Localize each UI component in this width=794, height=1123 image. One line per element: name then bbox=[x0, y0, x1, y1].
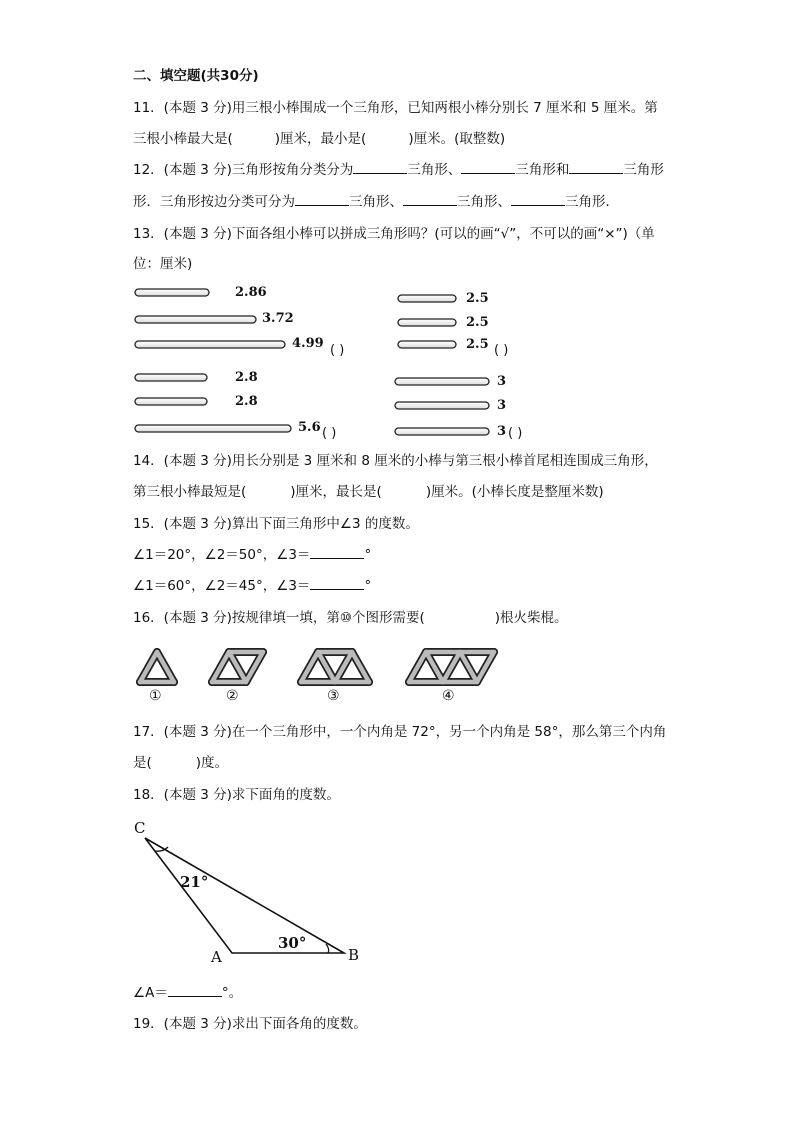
q11-line1: 11．(本题 3 分)用三根小棒围成一个三角形，已知两根小棒分别长 7 厘米和 5 厘米。第 bbox=[133, 100, 658, 116]
q14-text-c: )厘米。(小棒长度是整厘米数) bbox=[425, 484, 604, 500]
vertex-a-label: A bbox=[211, 948, 222, 966]
stick-label: 5.6 bbox=[298, 420, 321, 435]
angle-c-value: 21° bbox=[180, 873, 209, 891]
stick-label: 2.5 bbox=[466, 337, 489, 352]
q15-deg: ° bbox=[364, 578, 372, 594]
angle-b-arc bbox=[326, 944, 329, 953]
stick-label: 4.99 bbox=[292, 336, 324, 351]
q11-text-a: 三根小棒最大是( bbox=[133, 131, 233, 147]
q12-text-a: 12．(本题 3 分)三角形按角分类分为 bbox=[133, 162, 354, 178]
q12-text-g: 三角形、 bbox=[457, 194, 511, 210]
q13-answer-2[interactable]: ( ) bbox=[494, 343, 509, 358]
q14-text-a: 第三根小棒最短是( bbox=[133, 484, 247, 500]
q19-line1: 19．(本题 3 分)求出下面各角的度数。 bbox=[133, 1016, 367, 1032]
q11-text-b: )厘米，最小是( bbox=[274, 131, 367, 147]
q13-answer-3[interactable]: ( ) bbox=[322, 426, 337, 441]
vertex-b-label: B bbox=[348, 946, 360, 964]
q17-text-b: )度。 bbox=[195, 755, 229, 771]
section-title: 二、填空题(共30分) bbox=[133, 68, 259, 84]
q16-text-b: )根火柴棍。 bbox=[494, 610, 568, 626]
triangle-abc bbox=[145, 838, 344, 953]
q12-text-f: 三角形、 bbox=[349, 194, 403, 210]
q18-line1: 18．(本题 3 分)求下面角的度数。 bbox=[133, 787, 340, 803]
figure-label-1: ① bbox=[149, 688, 162, 704]
q12-text-d: 三角形 bbox=[623, 162, 664, 178]
q12-text-e: 形．三角形按边分类可分为 bbox=[133, 194, 295, 210]
stick-label: 2.5 bbox=[466, 315, 489, 330]
stick-label: 3.72 bbox=[262, 311, 294, 326]
figure-label-4: ④ bbox=[442, 688, 455, 704]
vertex-c-label: C bbox=[134, 819, 146, 837]
q16-text-a: 16．(本题 3 分)按规律填一填，第⑩个图形需要( bbox=[133, 610, 425, 626]
q13-line1: 13．(本题 3 分)下面各组小棒可以拼成三角形吗？(可以的画“√”，不可以的画“×”)（单 bbox=[133, 226, 655, 242]
q18-answer-end: °。 bbox=[221, 985, 243, 1001]
q18-answer-text: ∠A＝ bbox=[133, 985, 168, 1001]
q13-line2: 位：厘米) bbox=[133, 256, 193, 272]
stick-label: 3 bbox=[497, 424, 507, 439]
angle-b-value: 30° bbox=[278, 934, 307, 952]
q12-text-b: 三角形、 bbox=[407, 162, 462, 178]
stick-label: 3 bbox=[497, 398, 507, 413]
q17-text-a: 是( bbox=[133, 755, 152, 771]
figure-label-3: ③ bbox=[327, 688, 340, 704]
stick-label: 3 bbox=[497, 374, 507, 389]
q15-row1-text: ∠1＝20°，∠2＝50°，∠3＝ bbox=[133, 547, 311, 563]
q18-answer bbox=[133, 984, 242, 1002]
figure-label-2: ② bbox=[226, 688, 239, 704]
q15-line1: 15．(本题 3 分)算出下面三角形中∠3 的度数。 bbox=[133, 516, 419, 532]
stick-label: 2.8 bbox=[235, 394, 258, 409]
q17-line1: 17．(本题 3 分)在一个三角形中，一个内角是 72°，另一个内角是 58°，那么第三个内角 bbox=[133, 724, 667, 740]
q15-row2-text: ∠1＝60°，∠2＝45°，∠3＝ bbox=[133, 578, 311, 594]
q13-answer-4[interactable]: ( ) bbox=[508, 426, 523, 441]
q13-answer-1[interactable]: ( ) bbox=[330, 343, 345, 358]
stick-label: 2.5 bbox=[466, 291, 489, 306]
q18-blank[interactable] bbox=[168, 984, 222, 997]
q11-text-c: )厘米。(取整数) bbox=[408, 131, 506, 147]
stick-label: 2.8 bbox=[235, 370, 258, 385]
stick-label: 2.86 bbox=[235, 285, 267, 300]
q15-deg: ° bbox=[364, 547, 372, 563]
q14-text-b: )厘米，最长是( bbox=[290, 484, 382, 500]
q14-line1: 14．(本题 3 分)用长分别是 3 厘米和 8 厘米的小棒与第三根小棒首尾相连围成三角形， bbox=[133, 453, 658, 469]
q12-text-h: 三角形． bbox=[565, 194, 619, 210]
q12-text-c: 三角形和 bbox=[515, 162, 570, 178]
